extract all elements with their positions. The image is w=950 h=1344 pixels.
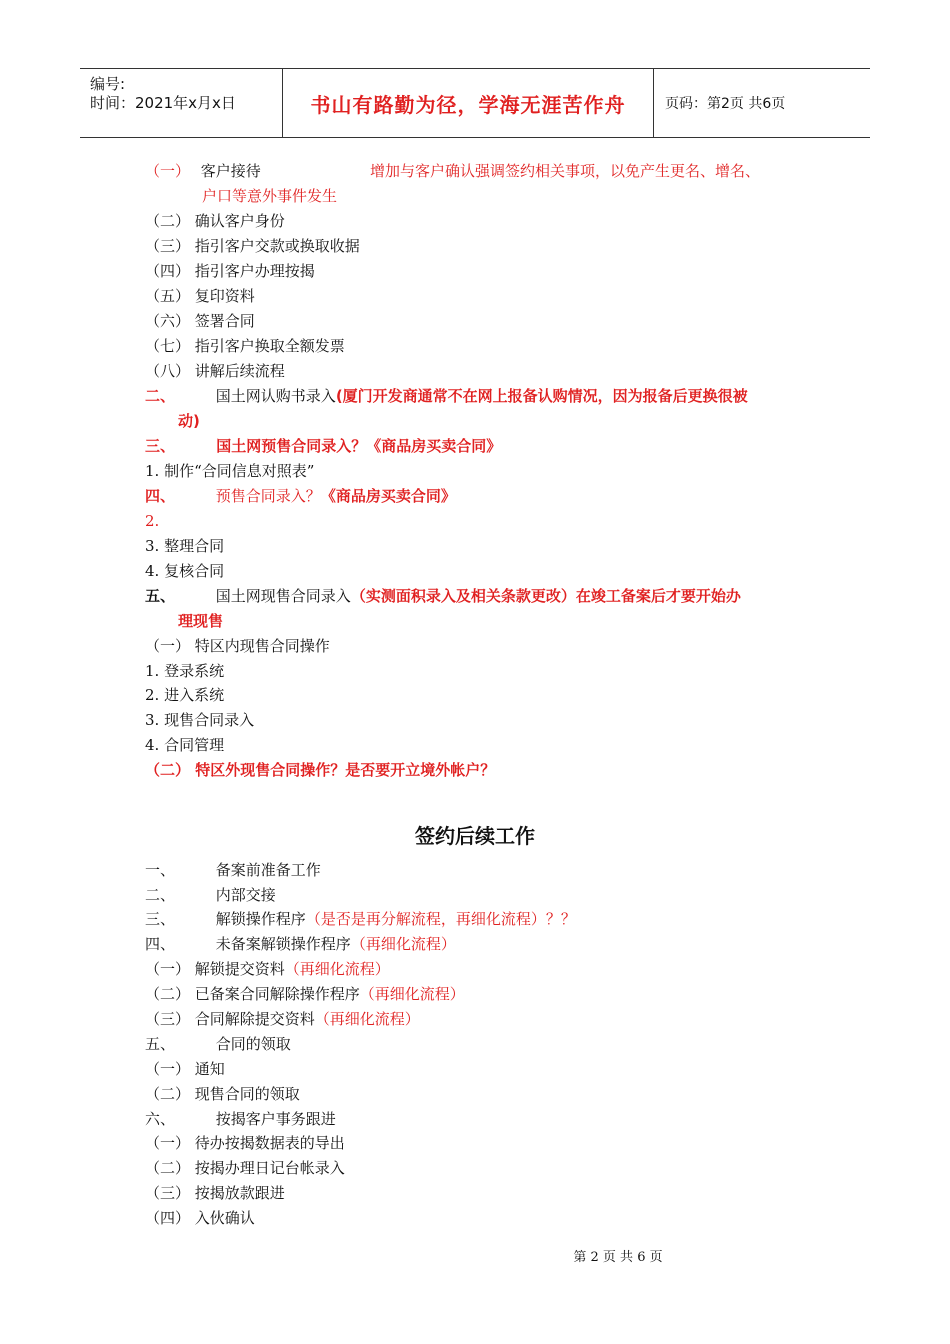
section-heading bbox=[145, 909, 576, 929]
item-note: （再细化流程） bbox=[284, 960, 390, 978]
list-item bbox=[145, 984, 465, 1004]
section-number: 三、 bbox=[145, 910, 176, 928]
item-number: （一） bbox=[145, 162, 191, 180]
list-item: 1. 制作“合同信息对照表” bbox=[145, 462, 315, 480]
list-item: 3. 现售合同录入 bbox=[145, 711, 255, 729]
item-note: 户口等意外事件发生 bbox=[202, 187, 338, 205]
list-item: （四） 指引客户办理按揭 bbox=[145, 262, 315, 280]
section-heading bbox=[145, 885, 276, 905]
item-text: 客户接待 bbox=[200, 162, 261, 180]
section-heading bbox=[145, 934, 456, 954]
item-note: （再细化流程） bbox=[314, 1010, 420, 1028]
section-number: 四、 bbox=[145, 935, 176, 953]
section-text: 未备案解锁操作程序 bbox=[215, 935, 351, 953]
item-text: （一） 解锁提交资料 bbox=[145, 960, 285, 978]
section-text: 合同的领取 bbox=[215, 1035, 291, 1053]
section-heading bbox=[145, 586, 741, 606]
list-item: （四） 入伙确认 bbox=[145, 1209, 255, 1227]
list-item: （一） 特区内现售合同操作 bbox=[145, 637, 330, 655]
list-item: 2. bbox=[145, 512, 160, 530]
item-note: 增加与客户确认强调签约相关事项，以免产生更名、增名、 bbox=[370, 162, 761, 180]
list-item: （二） 特区外现售合同操作？是否要开立境外帐户？ bbox=[145, 761, 496, 779]
list-item: 2. 进入系统 bbox=[145, 686, 225, 704]
section-number: 三、 bbox=[145, 437, 176, 455]
list-item: 4. 复核合同 bbox=[145, 562, 225, 580]
section-note: （再细化流程） bbox=[350, 935, 456, 953]
list-item bbox=[145, 1009, 420, 1029]
header-meta-cell bbox=[80, 69, 283, 137]
list-item: 4. 合同管理 bbox=[145, 736, 225, 754]
section-number: 四、 bbox=[145, 487, 176, 505]
list-item: （三） 指引客户交款或换取收据 bbox=[145, 237, 360, 255]
section-text: 内部交接 bbox=[215, 886, 276, 904]
code-label: 编号: bbox=[90, 75, 126, 93]
list-item: （三） 按揭放款跟进 bbox=[145, 1184, 285, 1202]
page-label: 页码：第2页 共6页 bbox=[665, 96, 786, 112]
section-note: 动) bbox=[178, 412, 200, 430]
time-label: 时间：2021年x月x日 bbox=[90, 94, 236, 112]
section-heading bbox=[145, 386, 748, 406]
section-note: 《商品房买卖合同》 bbox=[320, 487, 456, 505]
section-note: 理现售 bbox=[178, 612, 224, 630]
section-number: 一、 bbox=[145, 861, 176, 879]
section-text: 备案前准备工作 bbox=[215, 861, 321, 879]
list-item: 1. 登录系统 bbox=[145, 662, 225, 680]
list-item: （二） 确认客户身份 bbox=[145, 212, 285, 230]
section-text: 解锁操作程序 bbox=[215, 910, 306, 928]
section-title: 签约后续工作 bbox=[415, 824, 535, 848]
list-item: （二） 现售合同的领取 bbox=[145, 1085, 300, 1103]
list-item: （五） 复印资料 bbox=[145, 287, 255, 305]
list-item: （二） 按揭办理日记台帐录入 bbox=[145, 1159, 345, 1177]
list-item: （一） 待办按揭数据表的导出 bbox=[145, 1134, 345, 1152]
list-item: 3. 整理合同 bbox=[145, 537, 225, 555]
header-page-cell bbox=[655, 69, 870, 137]
motto: 书山有路勤为径，学海无涯苦作舟 bbox=[310, 92, 626, 117]
section-heading bbox=[145, 1034, 291, 1054]
item-text: （三） 合同解除提交资料 bbox=[145, 1010, 315, 1028]
section-note: (厦门开发商通常不在网上报备认购情况，因为报备后更换很被 bbox=[335, 387, 748, 405]
section-heading bbox=[145, 860, 321, 880]
section-number: 五、 bbox=[145, 587, 176, 605]
section-text: 国土网现售合同录入 bbox=[215, 587, 351, 605]
section-number: 六、 bbox=[145, 1110, 176, 1128]
list-item bbox=[145, 161, 261, 181]
page-footer: 第 2 页 共 6 页 bbox=[573, 1250, 663, 1265]
section-text: 预售合同录入？ bbox=[215, 487, 321, 505]
section-text: 国土网认购书录入 bbox=[215, 387, 336, 405]
page-header bbox=[80, 68, 870, 138]
list-item: （八） 讲解后续流程 bbox=[145, 362, 285, 380]
section-heading bbox=[145, 436, 501, 456]
item-text: （二） 已备案合同解除操作程序 bbox=[145, 985, 360, 1003]
section-note: （实测面积录入及相关条款更改）在竣工备案后才要开始办 bbox=[350, 587, 741, 605]
item-note: （再细化流程） bbox=[359, 985, 465, 1003]
section-number: 五、 bbox=[145, 1035, 176, 1053]
section-number: 二、 bbox=[145, 886, 176, 904]
section-heading bbox=[145, 1109, 336, 1129]
list-item: （六） 签署合同 bbox=[145, 312, 255, 330]
header-motto-cell bbox=[283, 69, 654, 137]
section-heading bbox=[145, 486, 456, 506]
list-item: （七） 指引客户换取全额发票 bbox=[145, 337, 345, 355]
section-number: 二、 bbox=[145, 387, 176, 405]
section-text: 国土网预售合同录入？《商品房买卖合同》 bbox=[216, 437, 502, 455]
section-text: 按揭客户事务跟进 bbox=[215, 1110, 336, 1128]
section-note: （是否是再分解流程，再细化流程）？？ bbox=[305, 910, 576, 928]
list-item: （一） 通知 bbox=[145, 1060, 225, 1078]
list-item bbox=[145, 959, 390, 979]
